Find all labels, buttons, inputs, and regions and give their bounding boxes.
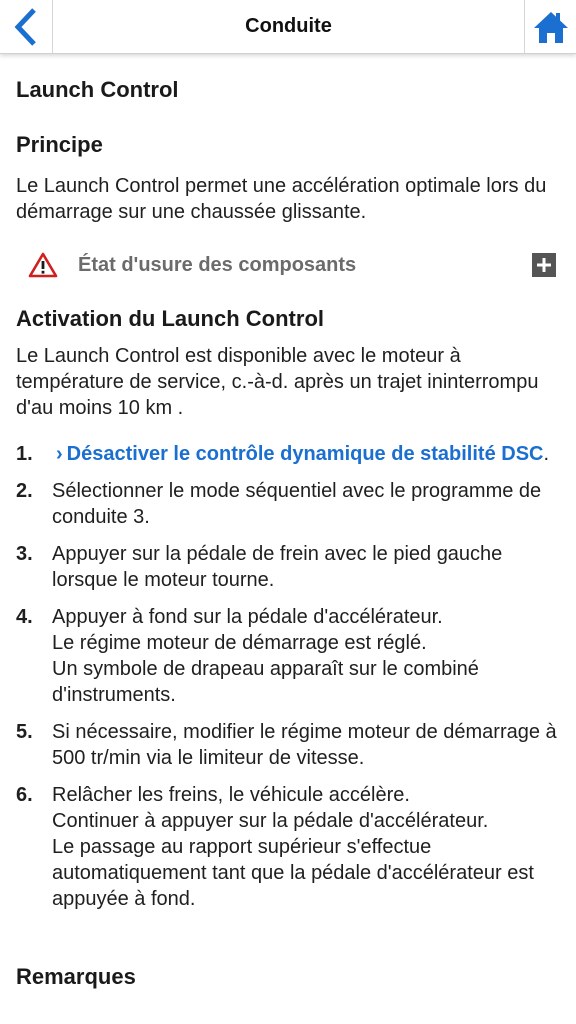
warning-expandable-row[interactable] (16, 247, 560, 283)
home-button[interactable] (524, 0, 576, 53)
list-item (16, 719, 560, 771)
step-line: Un symbole de drapeau apparaît sur le combiné d'instruments. (52, 658, 479, 706)
list-item (16, 782, 560, 912)
content-area[interactable] (0, 54, 576, 1024)
step-text (52, 441, 560, 467)
dsc-deactivate-link[interactable]: Désactiver le contrôle dynamique de stabilité DSC (66, 443, 544, 465)
chevron-left-icon (13, 7, 39, 47)
list-item (16, 478, 560, 530)
step-number: 6. (16, 784, 33, 806)
back-button[interactable] (0, 0, 53, 53)
step-line: Continuer à appuyer sur la pédale d'accélérateur. (52, 810, 489, 832)
list-item (16, 604, 560, 708)
warning-label: État d'usure des composants (78, 253, 357, 276)
chevron-right-icon: › (56, 443, 63, 465)
warning-triangle-icon (28, 252, 58, 278)
plus-icon[interactable] (532, 253, 556, 277)
remarques-heading: Remarques (16, 964, 136, 989)
step-number: 5. (16, 721, 33, 743)
list-item (16, 441, 560, 467)
steps-list (16, 441, 560, 912)
step-number: 4. (16, 606, 33, 628)
step-text (52, 604, 560, 708)
page-title: Conduite (245, 15, 332, 37)
step-line: Le passage au rapport supérieur s'effectue automatiquement tant que la pédale d'accélérateur est appuyée à fond. (52, 836, 534, 910)
step-text: Si nécessaire, modifier le régime moteur de démarrage à 500 tr/min via le limiteur de vitesse. (52, 721, 557, 769)
activation-text: Le Launch Control est disponible avec le moteur à température de service, c.-à-d. après un trajet ininterrompu d'au moins 10 km . (16, 345, 539, 419)
step-number: 3. (16, 543, 33, 565)
section-title: Launch Control (16, 77, 179, 102)
step-number: 2. (16, 480, 33, 502)
step-text: Sélectionner le mode séquentiel avec le programme de conduite 3. (52, 480, 542, 528)
step-number: 1. (16, 443, 33, 465)
step-text: Appuyer sur la pédale de frein avec le pied gauche lorsque le moteur tourne. (52, 543, 503, 591)
step-line: Le régime moteur de démarrage est réglé. (52, 632, 427, 654)
step-line: Appuyer à fond sur la pédale d'accélérateur. (52, 606, 443, 628)
list-item (16, 541, 560, 593)
step-line: Relâcher les freins, le véhicule accélère. (52, 784, 410, 806)
navigation-bar (0, 0, 576, 54)
principe-text: Le Launch Control permet une accélération optimale lors du démarrage sur une chaussée glissante. (16, 175, 547, 223)
principe-heading: Principe (16, 132, 103, 157)
home-icon (533, 10, 569, 44)
step-suffix: . (543, 443, 550, 465)
activation-heading: Activation du Launch Control (16, 306, 324, 331)
step-text (52, 782, 560, 912)
